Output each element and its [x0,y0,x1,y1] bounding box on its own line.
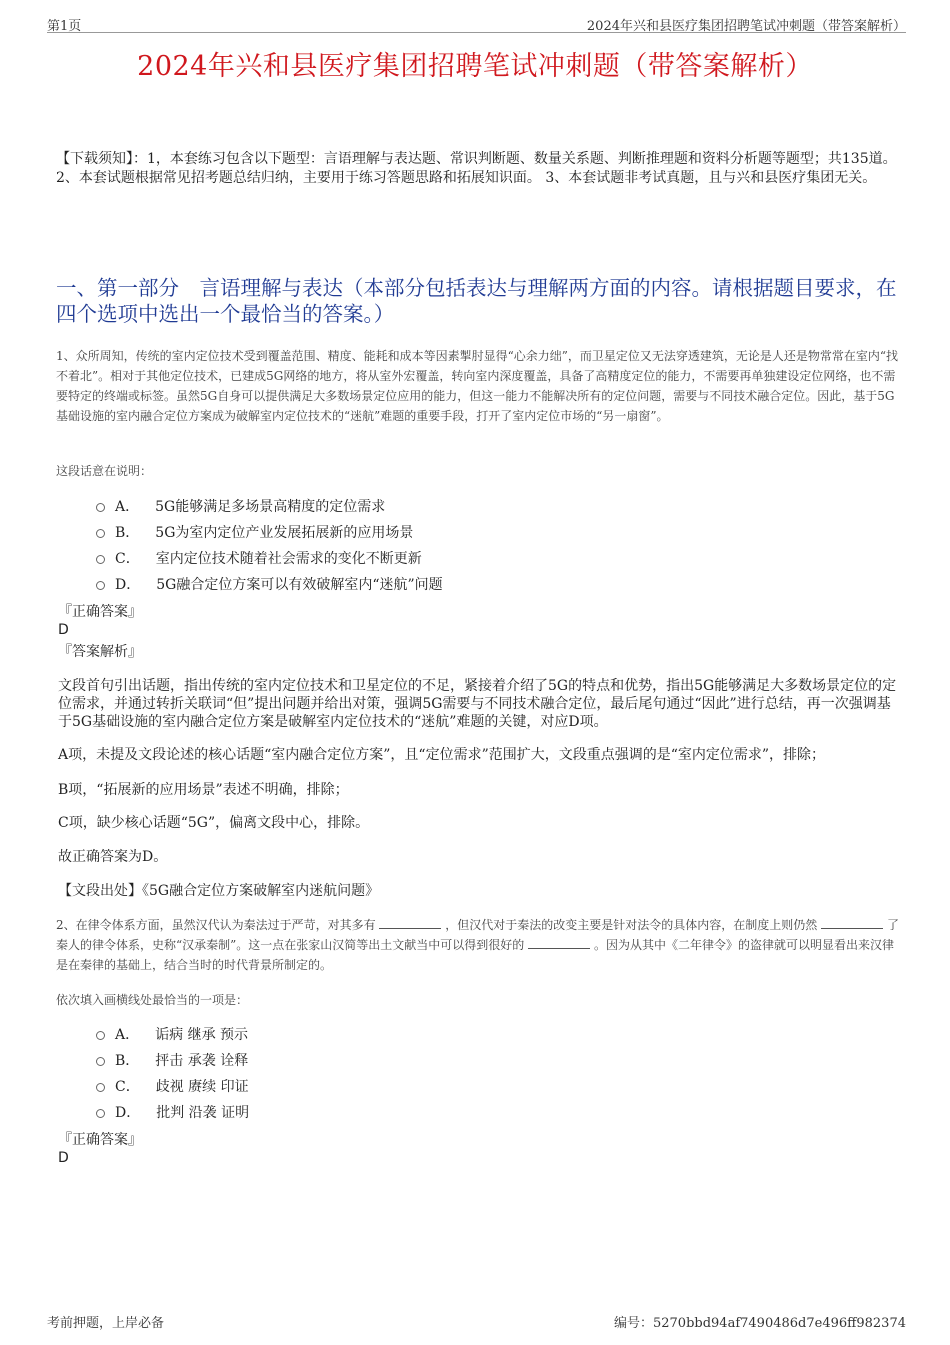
analysis-heading: 『答案解析』 [58,644,142,660]
question-2-prompt: 依次填入画横线处最恰当的一项是： [56,993,249,1007]
page-header [47,8,906,33]
question-text-segment: 了秦人的律令体系，史称“汉承秦制”。这一点在张家山汉简等出土文献当中可以得到很好的 [56,918,899,952]
option-label: B． [115,525,140,541]
option-text: 歧视 赓续 印证 [155,1079,249,1095]
radio-icon[interactable] [96,1031,105,1040]
radio-icon[interactable] [96,503,105,512]
footer-id: 编号：5270bbd94af7490486d7e496ff982374 [613,1316,906,1331]
correct-answer: D [58,1150,69,1166]
question-1-options [96,493,856,597]
question-text-segment: ，但汉代对于秦法的改变主要是针对法令的具体内容，在制度上则仍然 [445,918,818,932]
option-text: 批判 沿袭 证明 [156,1105,250,1121]
fill-blank [379,916,441,929]
answer-heading: 『正确答案』 [58,604,142,620]
option-label: C． [115,1079,140,1095]
option-b[interactable] [96,519,856,545]
radio-icon[interactable] [96,555,105,564]
option-d[interactable] [96,571,856,597]
download-notice: 【下载须知】：1，本套练习包含以下题型：言语理解与表达题、常识判断题、数量关系题、判断推理题和资料分析题等题型；共135道。 2、本套试题根据常见招考题总结归纳，主要用于练习答题思路和拓展知识面。 3、本套试题非考试真题，且与兴和县医疗集团无关。 [56,151,897,186]
question-text-segment: 。因为从其中《二年律令》的盗律就可以明显看出来汉律是在秦律的基础上，结合当时的时代背景所制定的。 [56,938,894,972]
analysis-paragraph: 故正确答案为D。 [58,849,168,865]
option-label: A． [115,1027,140,1043]
page-number: 第1页 [47,19,82,34]
option-text: 诟病 继承 预示 [155,1027,249,1043]
analysis-paragraph: C项，缺少核心话题“5G”，偏离文段中心，排除。 [58,815,370,831]
radio-icon[interactable] [96,529,105,538]
analysis-paragraph: B项，“拓展新的应用场景”表述不明确，排除； [58,782,349,798]
source-note: 【文段出处】《5G融合定位方案破解室内迷航问题》 [58,883,380,899]
option-c[interactable] [96,545,856,571]
option-text: 室内定位技术随着社会需求的变化不断更新 [155,551,422,567]
footer-slogan: 考前押题，上岸必备 [47,1316,165,1331]
option-label: C． [115,551,140,567]
option-text: 抨击 承袭 诠释 [155,1053,249,1069]
fill-blank [528,936,590,949]
radio-icon[interactable] [96,1057,105,1066]
analysis-paragraph: 文段首句引出话题，指出传统的室内定位技术和卫星定位的不足，紧接着介绍了5G的特点和优势，指出5G能够满足大多数场景定位的定位需求，并通过转折关联词“但”提出问题并给出对策，强调5G需要与不同技术融合定位，最后尾句通过“因此”进行总结，再一次强调基于5G基础设施的室内融合定位方案是破解室内定位技术的“迷航”难题的关键，对应D项。 [58,678,897,730]
answer-heading: 『正确答案』 [58,1132,142,1148]
option-a[interactable] [96,493,856,519]
radio-icon[interactable] [96,1109,105,1118]
option-label: B． [115,1053,140,1069]
section-title: 一、第一部分 言语理解与表达（本部分包括表达与理解两方面的内容。请根据题目要求，在四个选项中选出一个最恰当的答案。） [56,276,897,326]
option-d[interactable] [96,1099,856,1125]
correct-answer: D [58,622,69,638]
option-label: A． [115,499,140,515]
question-text-segment: 2、在律令体系方面，虽然汉代认为秦法过于严苛，对其多有 [56,918,376,932]
radio-icon[interactable] [96,1083,105,1092]
question-1-prompt: 这段话意在说明： [56,464,153,478]
option-label: D． [115,1105,141,1121]
document-title: 2024年兴和县医疗集团招聘笔试冲刺题（带答案解析） [137,51,813,82]
radio-icon[interactable] [96,581,105,590]
option-label: D． [115,577,141,593]
option-text: 5G为室内定位产业发展拓展新的应用场景 [155,525,414,541]
option-a[interactable] [96,1021,856,1047]
option-b[interactable] [96,1047,856,1073]
option-c[interactable] [96,1073,856,1099]
option-text: 5G融合定位方案可以有效破解室内“迷航”问题 [156,577,443,593]
fill-blank [821,916,883,929]
question-2-options [96,1021,856,1125]
analysis-paragraph: A项，未提及文段论述的核心话题“室内融合定位方案”，且“定位需求”范围扩大，文段重点强调的是“室内定位需求”，排除； [58,747,826,763]
header-title: 2024年兴和县医疗集团招聘笔试冲刺题（带答案解析） [586,19,906,34]
question-1-text: 1、众所周知，传统的室内定位技术受到覆盖范围、精度、能耗和成本等因素掣肘显得“心余力绌”，而卫星定位又无法穿透建筑，无论是人还是物常常在室内“找不着北”。相对于其他定位技术，已建成5G网络的地方，将从室外宏覆盖，转向室内深度覆盖，具备了高精度定位的能力，不需要再单独建设定位网络，也不需要特定的终端或标签。虽然5G自身可以提供满足大多数场景定位应用的能力，但这一能力不能解决所有的定位问题，需要与不同技术融合定位。因此，基于5G基础设施的室内融合定位方案成为破解室内定位技术的“迷航”难题的重要手段，打开了室内定位市场的“另一扇窗”。 [56,349,899,423]
option-text: 5G能够满足多场景高精度的定位需求 [155,499,386,515]
question-2-text [56,915,901,975]
